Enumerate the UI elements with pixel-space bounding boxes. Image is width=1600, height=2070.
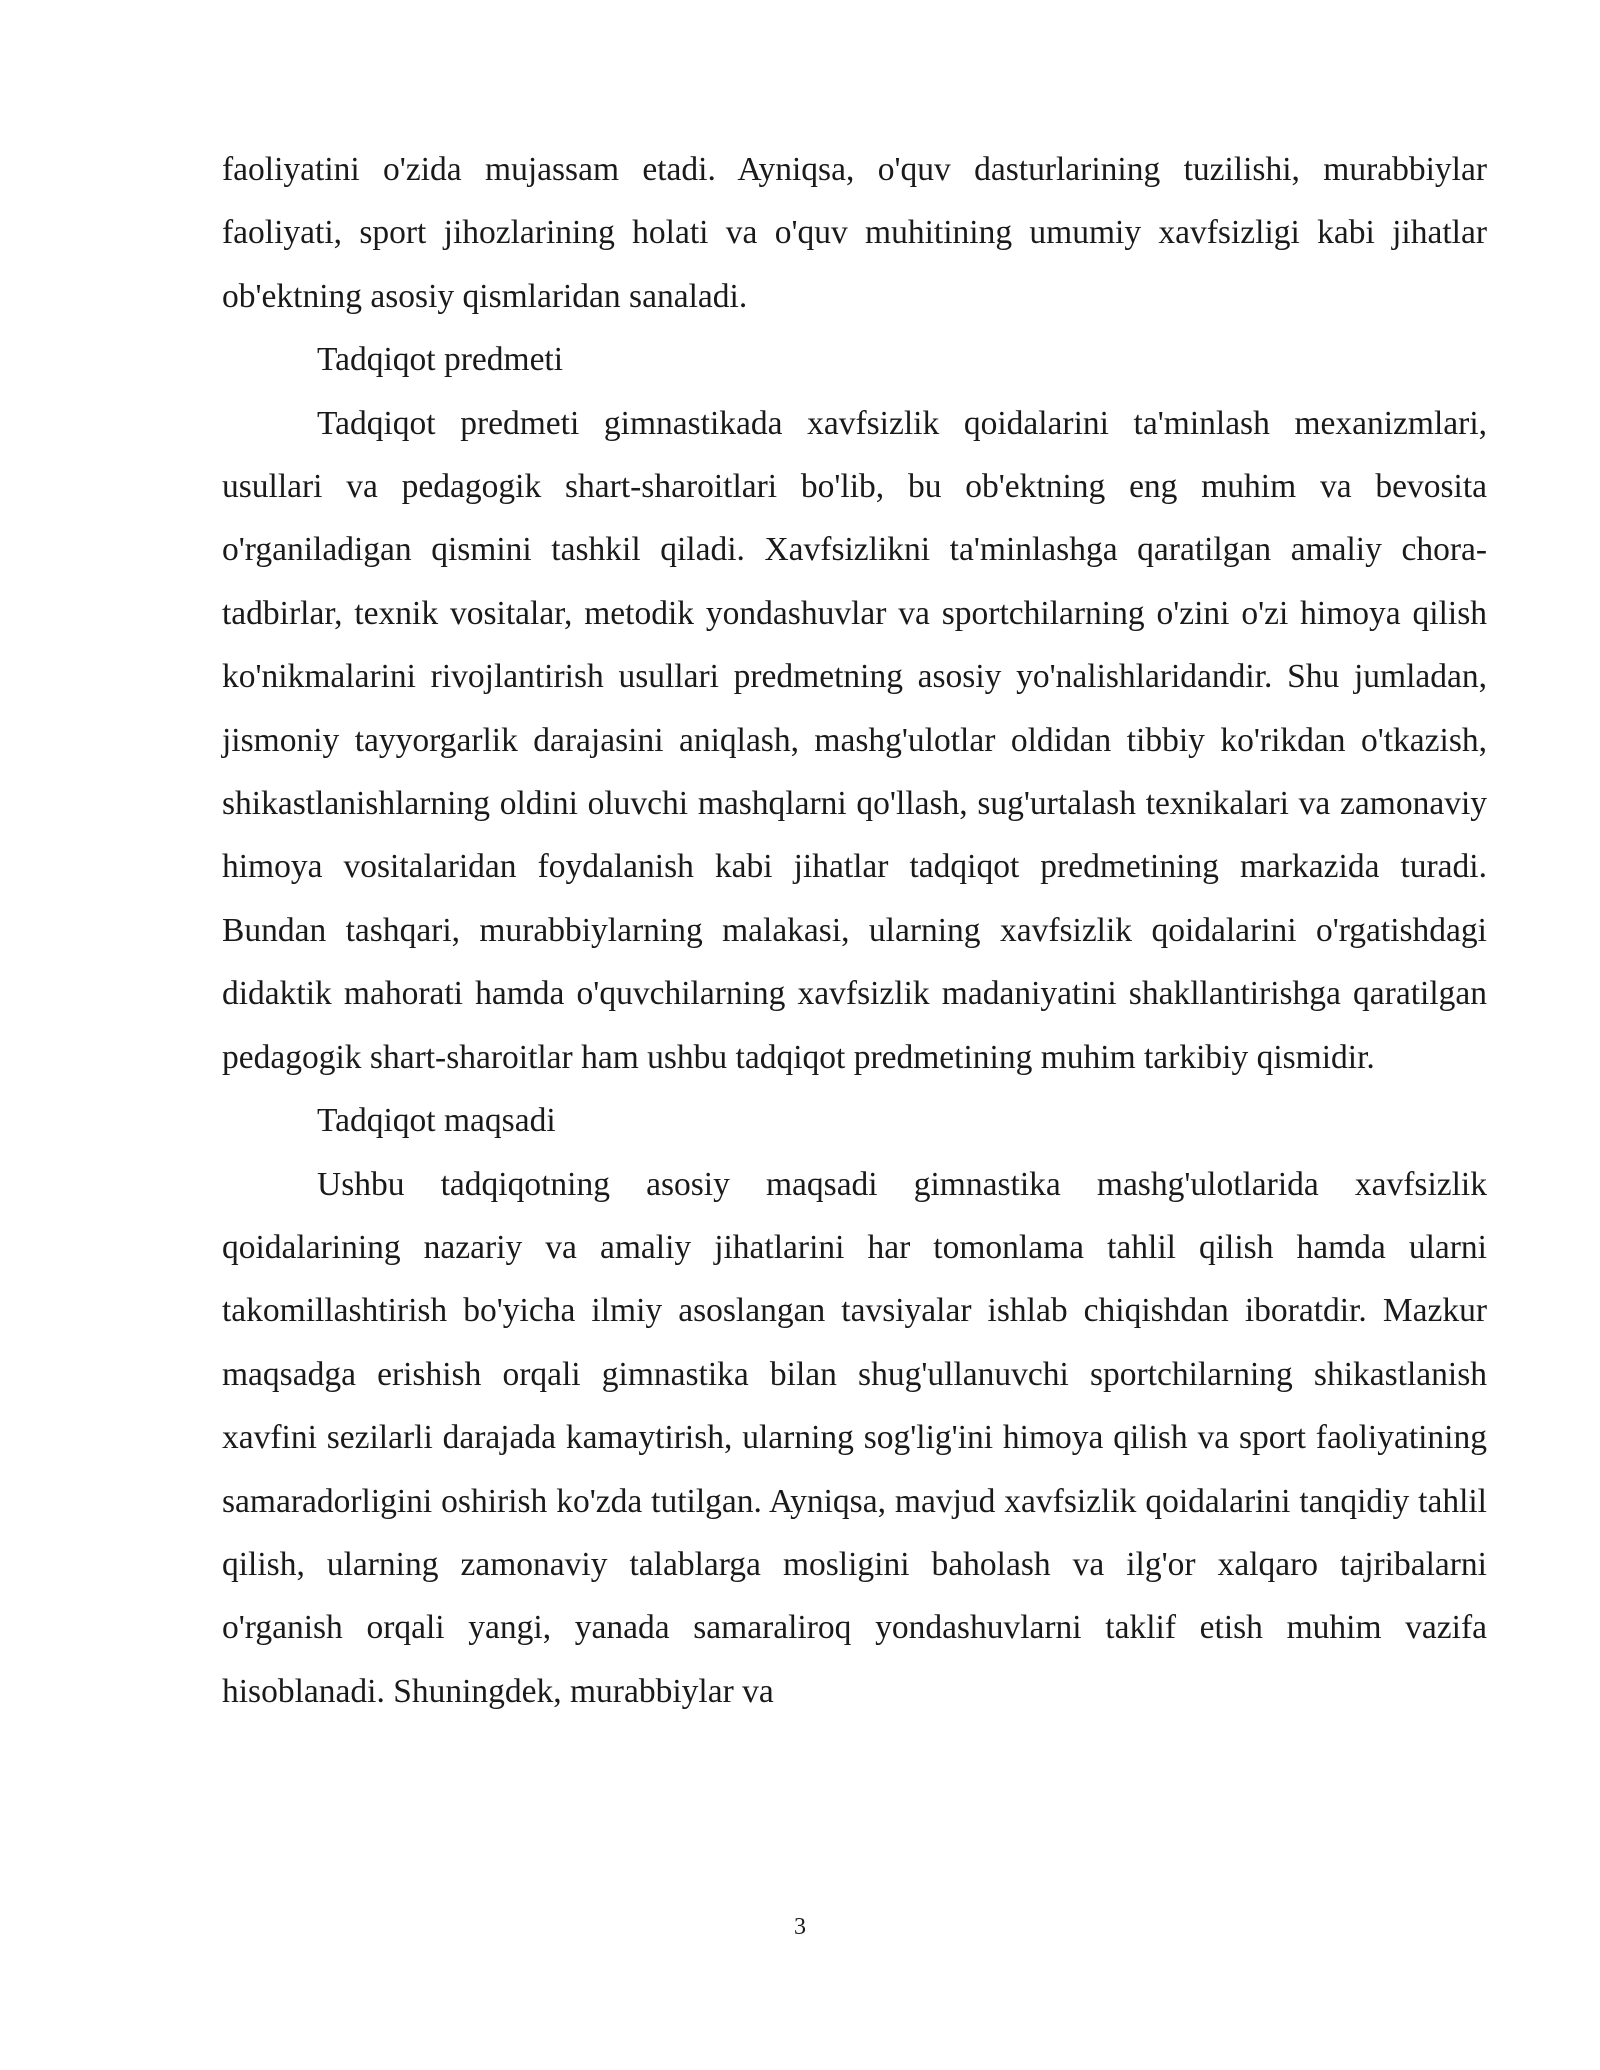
paragraph-maqsadi: Ushbu tadqiqotning asosiy maqsadi gimnastika mashg'ulotlarida xavfsizlik qoidalarining nazariy va amaliy jihatlarini har tomonlama tahlil qilish hamda ularni takomillashtirish bo'yicha ilmiy asoslangan tavsiyalar ishlab chiqishdan iboratdir. Mazkur maqsadga erishish orqali gimnastika bilan shug'ullanuvchi sportchilarning shikastlanish xavfini sezilarli darajada kamaytirish, ularning sog'lig'ini himoya qilish va sport faoliyatining samaradorligini oshirish ko'zda tutilgan. Ayniqsa, mavjud xavfsizlik qoidalarini tanqidiy tahlil qilish, ularning zamonaviy talablarga mosligini baholash va ilg'or xalqaro tajribalarni o'rganish orqali yangi, yanada samaraliroq yondashuvlarni taklif etish muhim vazifa hisoblanadi. Shuningdek, murabbiylar va <box>222 1165 1487 1710</box>
heading-tadqiqot-maqsadi: Tadqiqot maqsadi <box>317 1102 556 1140</box>
page-number: 3 <box>794 1914 806 1940</box>
page-body <box>222 138 1487 1723</box>
paragraph-continuation: faoliyatini o'zida mujassam etadi. Ayniqsa, o'quv dasturlarining tuzilishi, murabbiylar faoliyati, sport jihozlarining holati va o'quv muhitining umumiy xavfsizligi kabi jihatlar ob'ektning asosiy qismlaridan sanaladi. <box>222 151 1487 315</box>
paragraph-predmeti: Tadqiqot predmeti gimnastikada xavfsizlik qoidalarini ta'minlash mexanizmlari, usullari va pedagogik shart-sharoitlari bo'lib, bu ob'ektning eng muhim va bevosita o'rganiladigan qismini tashkil qiladi. Xavfsizlikni ta'minlashga qaratilgan amaliy chora-tadbirlar, texnik vositalar, metodik yondashuvlar va sportchilarning o'zini o'zi himoya qilish ko'nikmalarini rivojlantirish usullari predmetning asosiy yo'nalishlaridandir. Shu jumladan, jismoniy tayyorgarlik darajasini aniqlash, mashg'ulotlar oldidan tibbiy ko'rikdan o'tkazish, shikastlanishlarning oldini oluvchi mashqlarni qo'llash, sug'urtalash texnikalari va zamonaviy himoya vositalaridan foydalanish kabi jihatlar tadqiqot predmetining markazida turadi. Bundan tashqari, murabbiylarning malakasi, ularning xavfsizlik qoidalarini o'rgatishdagi didaktik mahorati hamda o'quvchilarning xavfsizlik madaniyatini shakllantirishga qaratilgan pedagogik shart-sharoitlar ham ushbu tadqiqot predmetining muhim tarkibiy qismidir. <box>222 404 1487 1076</box>
heading-tadqiqot-predmeti: Tadqiqot predmeti <box>317 341 564 379</box>
